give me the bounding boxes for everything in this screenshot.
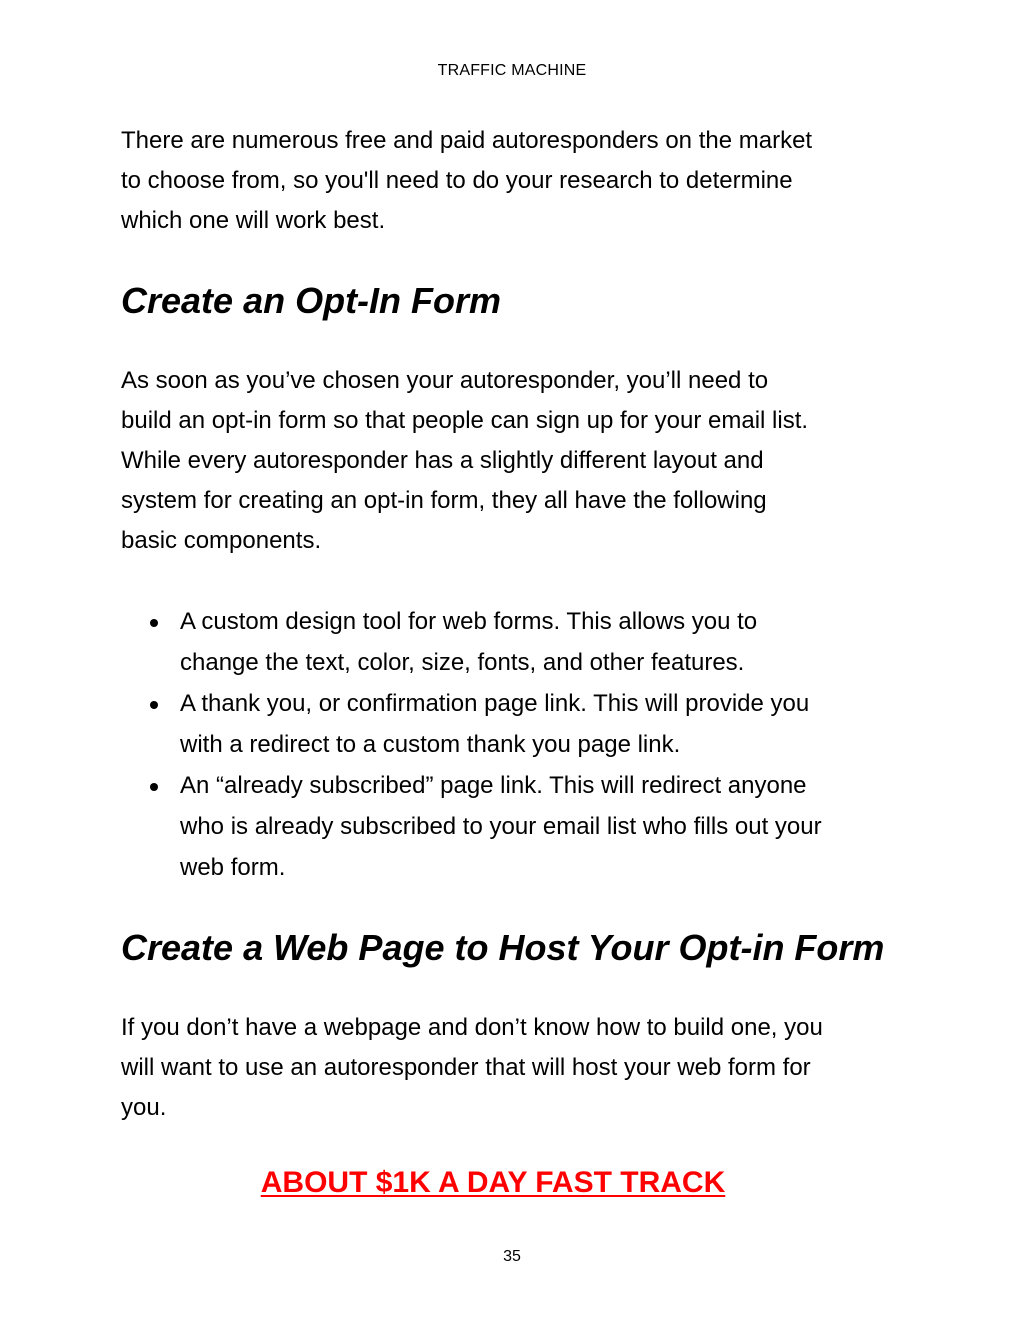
bullet-item-already-subscribed [121, 765, 911, 888]
paragraph-line: There are numerous free and paid autoresponders on the market [121, 127, 813, 154]
intro-paragraph [121, 121, 911, 241]
bullet-line: web form. [180, 854, 286, 881]
bullet-item-design-tool [121, 601, 911, 683]
paragraph-line: to choose from, so you'll need to do your research to determine [121, 167, 793, 194]
bullet-item-thank-you-page [121, 683, 911, 765]
bullet-line: A custom design tool for web forms. This allows you to [180, 608, 758, 635]
bullet-icon [150, 701, 158, 709]
paragraph-line: basic components. [121, 527, 322, 554]
section-heading-web-page: Create a Web Page to Host Your Opt-in Form [121, 927, 885, 968]
web-page-paragraph [121, 1008, 911, 1128]
paragraph-line: build an opt-in form so that people can sign up for your email list. [121, 407, 809, 434]
paragraph-line: will want to use an autoresponder that will host your web form for [121, 1054, 811, 1081]
paragraph-line: which one will work best. [121, 207, 386, 234]
bullet-line: An “already subscribed” page link. This will redirect anyone [180, 772, 807, 799]
bullet-icon [150, 783, 158, 791]
opt-in-paragraph [121, 361, 911, 561]
page-content [121, 121, 911, 1128]
bullet-line: who is already subscribed to your email list who fills out your [180, 813, 822, 840]
section-heading-opt-in-form: Create an Opt-In Form [121, 280, 502, 321]
page-number: 35 [503, 1248, 521, 1265]
components-bullet-list [121, 601, 911, 888]
fast-track-link[interactable]: ABOUT $1K A DAY FAST TRACK [260, 1166, 726, 1199]
bullet-line: A thank you, or confirmation page link. This will provide you [180, 690, 810, 717]
paragraph-line: While every autoresponder has a slightly different layout and [121, 447, 764, 474]
paragraph-line: you. [121, 1094, 167, 1121]
running-header: TRAFFIC MACHINE [437, 62, 587, 79]
bullet-line: change the text, color, size, fonts, and other features. [180, 649, 745, 676]
paragraph-line: As soon as you’ve chosen your autoresponder, you’ll need to [121, 367, 769, 394]
fast-track-cta [0, 1164, 986, 1202]
paragraph-line: system for creating an opt-in form, they all have the following [121, 487, 767, 514]
bullet-icon [150, 619, 158, 627]
paragraph-line: If you don’t have a webpage and don’t know how to build one, you [121, 1014, 823, 1041]
bullet-line: with a redirect to a custom thank you page link. [180, 731, 681, 758]
